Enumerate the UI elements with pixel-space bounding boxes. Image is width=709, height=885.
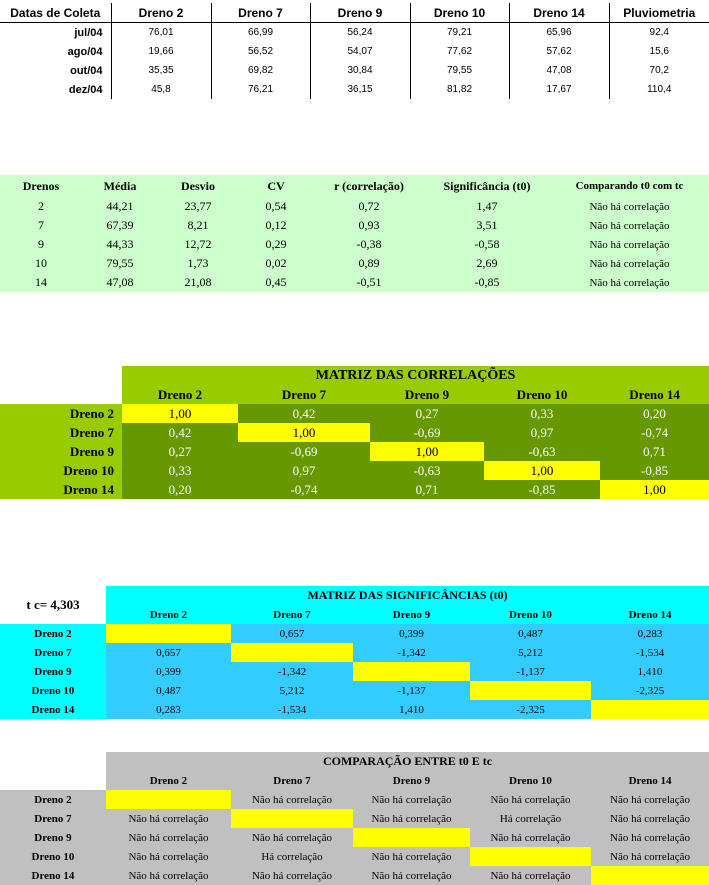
matrix-cell: -0,74 [600,423,709,442]
column-header: Dreno 9 [353,771,470,790]
table-row [0,847,709,866]
value-cell: 76,01 [111,23,211,43]
matrix-cell [106,624,231,643]
matrix-cell: 1,00 [600,480,709,499]
cell: -0,38 [356,237,382,251]
matrix-cell: Há correlação [470,809,591,828]
matrix-cell: 0,97 [484,423,600,442]
matrix-cell: -1,534 [591,643,709,662]
cell: 0,72 [358,199,380,213]
value-cell: 76,21 [211,80,310,99]
matrix-cell [231,643,353,662]
cell: 8,21 [187,218,209,232]
row-label: Dreno 2 [0,790,106,809]
column-header: Dreno 2 [122,385,238,404]
column-header: Dreno 2 [106,771,231,790]
row-label: Dreno 14 [0,480,122,499]
table-row [0,442,709,461]
value-cell: 35,35 [111,61,211,80]
row-label: Dreno 2 [0,404,122,423]
table-row [0,790,709,809]
matrix-cell: -1,342 [353,643,470,662]
date-cell: out/04 [70,64,103,77]
matrix-cell: -1,534 [231,700,353,719]
column-header: Dreno 14 [600,385,709,404]
cell: 0,29 [265,237,287,251]
header-cell: r (correlação) [334,178,404,193]
matrix-cell: 0,27 [370,404,484,423]
cell: 67,39 [106,218,134,232]
table-row [0,216,709,235]
table-row [0,197,709,216]
matrix-cell [231,809,353,828]
matrix-cell: 0,42 [238,404,370,423]
matrix-cell: 0,487 [106,681,231,700]
table-row [0,809,709,828]
matrix-cell: 0,33 [122,461,238,480]
matrix-cell: -0,63 [484,442,600,461]
cell: Não há correlação [589,219,670,232]
matrix-cell: -0,63 [370,461,484,480]
cell: -0,51 [356,275,382,289]
matrix-cell: -0,74 [238,480,370,499]
table-row [0,643,709,662]
matrix-cell: -2,325 [591,681,709,700]
matrix-cell: 0,27 [122,442,238,461]
value-cell: 45,8 [111,80,211,99]
header-cell: Dreno 14 [509,3,609,23]
matrix-cell: 1,410 [353,700,470,719]
value-cell: 15,6 [609,42,709,61]
statistics-table [0,175,709,292]
cell: 2 [38,199,44,213]
matrix-cell: Não há correlação [106,866,231,885]
row-label: Dreno 2 [0,624,106,643]
value-cell: 56,52 [211,42,310,61]
column-header: Dreno 10 [484,385,600,404]
header-cell: Dreno 10 [410,3,509,23]
value-cell: 30,84 [310,61,410,80]
column-header: Dreno 9 [353,605,470,624]
value-cell: 79,55 [410,61,509,80]
cell: 9 [38,237,44,251]
table-header-row [0,175,709,197]
matrix-cell: -0,85 [600,461,709,480]
table-row [0,700,709,719]
table-row [0,61,709,80]
cell: 21,08 [184,275,212,289]
cell: 2,69 [476,256,498,270]
matrix-cell: -0,85 [484,480,600,499]
matrix-title: MATRIZ DAS SIGNIFICÂNCIAS (t0) [106,586,709,605]
matrix-cell: -1,137 [470,662,591,681]
value-cell: 54,07 [310,42,410,61]
comparison-matrix [0,752,709,885]
cell: 0,45 [265,275,287,289]
matrix-cell: 0,657 [231,624,353,643]
table-header-row [0,3,709,23]
matrix-cell [470,681,591,700]
matrix-cell: 1,410 [591,662,709,681]
matrix-cell: Não há correlação [231,790,353,809]
value-cell: 47,08 [509,61,609,80]
column-header: Dreno 7 [238,385,370,404]
matrix-cell: 5,212 [231,681,353,700]
table-row [0,423,709,442]
value-cell: 77,62 [410,42,509,61]
matrix-cell: 0,33 [484,404,600,423]
column-header: Dreno 7 [231,771,353,790]
value-cell: 17,67 [509,80,609,99]
cell: 7 [38,218,44,232]
cell: Não há correlação [589,257,670,270]
cell: Não há correlação [589,238,670,251]
matrix-cell: 0,71 [600,442,709,461]
matrix-cell: 0,20 [122,480,238,499]
matrix-cell: Não há correlação [353,790,470,809]
matrix-cell: Não há correlação [591,828,709,847]
header-cell: Média [103,178,137,193]
value-cell: 66,99 [211,23,310,43]
matrix-cell: Não há correlação [353,866,470,885]
cell: 1,73 [187,256,209,270]
column-header: Dreno 10 [470,771,591,790]
matrix-cell: -0,69 [370,423,484,442]
matrix-cell: Não há correlação [353,847,470,866]
table-row [0,662,709,681]
date-cell: ago/04 [67,45,103,58]
matrix-cell: 0,283 [591,624,709,643]
matrix-cell: Não há correlação [470,790,591,809]
value-cell: 57,62 [509,42,609,61]
cell: 47,08 [106,275,134,289]
cell: 44,21 [106,199,134,213]
value-cell: 79,21 [410,23,509,43]
row-label: Dreno 9 [0,662,106,681]
cell: 0,93 [358,218,380,232]
table-row [0,624,709,643]
cell: 79,55 [106,256,134,270]
matrix-cell: 0,20 [600,404,709,423]
matrix-cell [470,847,591,866]
column-header: Dreno 14 [591,605,709,624]
table-row [0,681,709,700]
table-row [0,461,709,480]
cell: 0,02 [265,256,287,270]
matrix-cell: Não há correlação [470,866,591,885]
header-cell: Comparando t0 com tc [575,180,684,192]
header-cell: Dreno 9 [310,3,410,23]
matrix-cell: 1,00 [238,423,370,442]
value-cell: 36,15 [310,80,410,99]
matrix-cell [353,662,470,681]
value-cell: 56,24 [310,23,410,43]
row-label: Dreno 7 [0,809,106,828]
matrix-cell [591,866,709,885]
table-row [0,42,709,61]
cell: 10 [35,256,47,270]
matrix-cell: Não há correlação [591,847,709,866]
matrix-cell [353,828,470,847]
header-cell: Pluviometria [609,3,709,23]
value-cell: 69,82 [211,61,310,80]
cell: 0,54 [265,199,287,213]
matrix-cell: -1,342 [231,662,353,681]
matrix-title: COMPARAÇÃO ENTRE t0 E tc [106,752,709,771]
table-row [0,80,709,99]
cell: -0,85 [474,275,500,289]
row-label: Dreno 14 [0,866,106,885]
table-row [0,828,709,847]
cell: 3,51 [476,218,498,232]
matrix-cell: 1,00 [484,461,600,480]
date-cell: dez/04 [68,83,103,96]
table-row [0,235,709,254]
collection-data-table [0,3,709,99]
row-label: Dreno 9 [0,828,106,847]
matrix-cell: 0,97 [238,461,370,480]
matrix-cell: 0,487 [470,624,591,643]
significance-matrix [0,586,709,719]
matrix-title: MATRIZ DAS CORRELAÇÕES [122,366,709,385]
value-cell: 19,66 [111,42,211,61]
row-label: Dreno 9 [0,442,122,461]
date-cell: jul/04 [74,26,103,39]
table-row [0,404,709,423]
matrix-cell: 5,212 [470,643,591,662]
header-cell: Desvio [181,178,215,193]
table-row [0,273,709,292]
row-label: Dreno 10 [0,847,106,866]
cell: Não há correlação [589,276,670,289]
matrix-cell: Não há correlação [106,828,231,847]
row-label: Dreno 10 [0,681,106,700]
matrix-cell: Não há correlação [106,847,231,866]
matrix-cell: Não há correlação [353,809,470,828]
column-header: Dreno 2 [106,605,231,624]
matrix-cell: 0,399 [106,662,231,681]
column-header: Dreno 10 [470,605,591,624]
matrix-cell: -1,137 [353,681,470,700]
header-cell: Dreno 7 [211,3,310,23]
header-cell: Significância (t0) [443,178,531,193]
cell: 0,12 [265,218,287,232]
matrix-cell: 0,657 [106,643,231,662]
table-row [0,480,709,499]
value-cell: 110,4 [609,80,709,99]
cell: 23,77 [184,199,212,213]
header-cell: Datas de Coleta [0,3,111,23]
value-cell: 92,4 [609,23,709,43]
cell: 44,33 [106,237,134,251]
matrix-cell: Não há correlação [591,809,709,828]
matrix-cell: -2,325 [470,700,591,719]
matrix-cell: Não há correlação [231,866,353,885]
row-label: Dreno 14 [0,700,106,719]
matrix-cell: Não há correlação [106,809,231,828]
cell: 1,47 [476,199,498,213]
cell: -0,58 [474,237,500,251]
cell: Não há correlação [589,200,670,213]
tc-label: t c= 4,303 [26,597,80,612]
table-row [0,866,709,885]
row-label: Dreno 10 [0,461,122,480]
column-header: Dreno 14 [591,771,709,790]
column-header: Dreno 7 [231,605,353,624]
header-cell: Dreno 2 [111,3,211,23]
matrix-cell: 0,42 [122,423,238,442]
row-label: Dreno 7 [0,643,106,662]
header-cell: Drenos [22,178,60,193]
matrix-cell: 0,71 [370,480,484,499]
matrix-cell: 1,00 [122,404,238,423]
row-label: Dreno 7 [0,423,122,442]
matrix-cell: -0,69 [238,442,370,461]
cell: 0,89 [358,256,380,270]
matrix-cell [591,700,709,719]
matrix-cell: 0,283 [106,700,231,719]
matrix-cell: 0,399 [353,624,470,643]
matrix-cell: Não há correlação [591,790,709,809]
table-row [0,254,709,273]
cell: 14 [35,275,47,289]
table-row [0,23,709,43]
matrix-cell: 1,00 [370,442,484,461]
cell: 12,72 [184,237,212,251]
column-header: Dreno 9 [370,385,484,404]
header-cell: CV [267,178,285,193]
value-cell: 65,96 [509,23,609,43]
matrix-cell: Não há correlação [231,828,353,847]
matrix-cell [106,790,231,809]
correlation-matrix [0,366,709,499]
matrix-cell: Não há correlação [470,828,591,847]
matrix-cell: Há correlação [231,847,353,866]
value-cell: 70,2 [609,61,709,80]
value-cell: 81,82 [410,80,509,99]
